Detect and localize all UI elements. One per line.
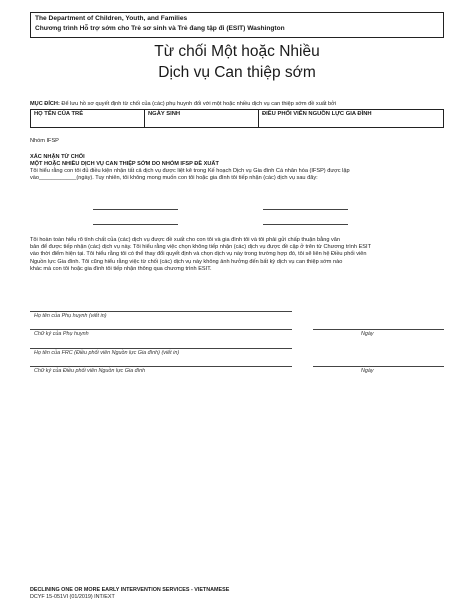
confirm-heading-line1: XÁC NHẬN TỪ CHỐI: [30, 154, 85, 160]
frc-signature-line[interactable]: [30, 366, 292, 367]
purpose-text: Để lưu hồ sơ quyết định từ chối của (các) phụ huynh đối với một hoặc nhiều dịch vụ can thiệp sớm đề xuất bởi: [61, 101, 337, 107]
frc-date-label: Ngày: [361, 368, 374, 374]
dob-field[interactable]: [145, 110, 259, 128]
confirm-line2-suffix: (ngày). Tuy nhiên, tôi không mong muốn con tôi hoặc gia đình tôi tiếp nhận (các) dịch vụ sau đây:: [76, 175, 318, 182]
understanding-line1: Tôi hoàn toàn hiểu rõ tính chất của (các) dịch vụ được đề xuất cho con tôi và gia đình tôi và tôi phải gửi chấp thuận bằng văn: [30, 237, 340, 243]
frc-name-label: Họ tên của FRC (Điều phối viên Nguồn lực Gia đình) (viết in): [34, 350, 180, 356]
understanding-line3: vào thời điểm hiện tại. Tôi hiểu rằng tôi có thể thay đổi quyết định và chọn dịch vụ này trong trường hợp đó, tôi sẽ liên hệ Điều phối viên: [30, 251, 367, 258]
child-info-table: [30, 109, 444, 128]
parent-signature-line[interactable]: [30, 329, 292, 330]
coordinator-field[interactable]: [259, 110, 444, 128]
declined-service-line-3[interactable]: [93, 224, 178, 225]
parent-date-label: Ngày: [361, 331, 374, 337]
confirm-line1: Tôi hiểu rằng con tôi đủ điều kiện nhận tất cả dịch vụ được liệt kê trong Kế hoạch Dịch vụ Gia đình Cá nhân hóa (IFSP) được lập: [30, 168, 350, 174]
confirm-line2-prefix: vào: [30, 175, 40, 182]
parent-name-line[interactable]: [30, 311, 292, 312]
agency-header: [30, 12, 444, 38]
declined-service-line-1[interactable]: [93, 209, 178, 210]
purpose-statement: [30, 101, 450, 108]
confirm-heading-line2: MỘT HOẶC NHIỀU DỊCH VỤ CAN THIỆP SỚM DO NHÓM IFSP ĐỀ XUẤT: [30, 161, 219, 168]
confirm-paragraph: [30, 168, 444, 182]
program-name: Chương trình Hỗ trợ sớm cho Trẻ sơ sinh và Trẻ đang tập đi (ESIT) Washington: [35, 25, 285, 32]
declined-service-line-2[interactable]: [263, 209, 348, 210]
dob-label: NGÀY SINH: [148, 111, 181, 117]
agency-name: The Department of Children, Youth, and Families: [35, 15, 188, 22]
form-title-line2: Dịch vụ Can thiệp sớm: [158, 64, 316, 81]
form-title-line1: Từ chối Một hoặc Nhiều: [154, 43, 320, 60]
footer-title: DECLINING ONE OR MORE EARLY INTERVENTION SERVICES - VIETNAMESE: [30, 587, 230, 593]
frc-date-line[interactable]: [313, 366, 444, 367]
understanding-line2: bản để được tiếp nhận (các) dịch vụ này. Tôi hiểu rằng việc chọn không tiếp nhận (các) dịch vụ được đề cập ở trên từ Chương trình ESIT: [30, 244, 372, 251]
frc-name-line[interactable]: [30, 348, 292, 349]
declined-service-line-4[interactable]: [263, 224, 348, 225]
ifsp-date-blank[interactable]: ____________: [39, 175, 77, 182]
parent-signature-label: Chữ ký của Phụ huynh: [34, 331, 89, 337]
confirm-heading: [30, 154, 219, 168]
coordinator-label: ĐIỀU PHỐI VIÊN NGUỒN LỰC GIA ĐÌNH: [262, 111, 372, 117]
confirm-line2: [30, 175, 444, 182]
parent-date-line[interactable]: [313, 329, 444, 330]
parent-name-label: Họ tên của Phụ huynh (viết in): [34, 313, 107, 319]
child-name-field[interactable]: [31, 110, 145, 128]
purpose-label: MỤC ĐÍCH:: [30, 101, 60, 107]
ifsp-team-label: Nhóm IFSP: [30, 138, 59, 144]
frc-signature-label: Chữ ký của Điều phối viên Nguồn lực Gia đình: [34, 368, 146, 374]
understanding-line4: Nguồn lực Gia đình. Tôi cũng hiểu rằng việc từ chối (các) dịch vụ này không ảnh hưởng đến bất kỳ dịch vụ can thiệp sớm nào: [30, 258, 343, 265]
footer-form-number: DCYF 15-051VI (01/2019) INT/EXT: [30, 594, 115, 600]
understanding-line5: khác mà con tôi hoặc gia đình tôi tiếp nhận thông qua chương trình ESIT.: [30, 265, 212, 272]
understanding-paragraph: [30, 237, 444, 273]
child-name-label: HỌ TÊN CỦA TRẺ: [34, 111, 84, 117]
form-footer: [30, 587, 229, 601]
